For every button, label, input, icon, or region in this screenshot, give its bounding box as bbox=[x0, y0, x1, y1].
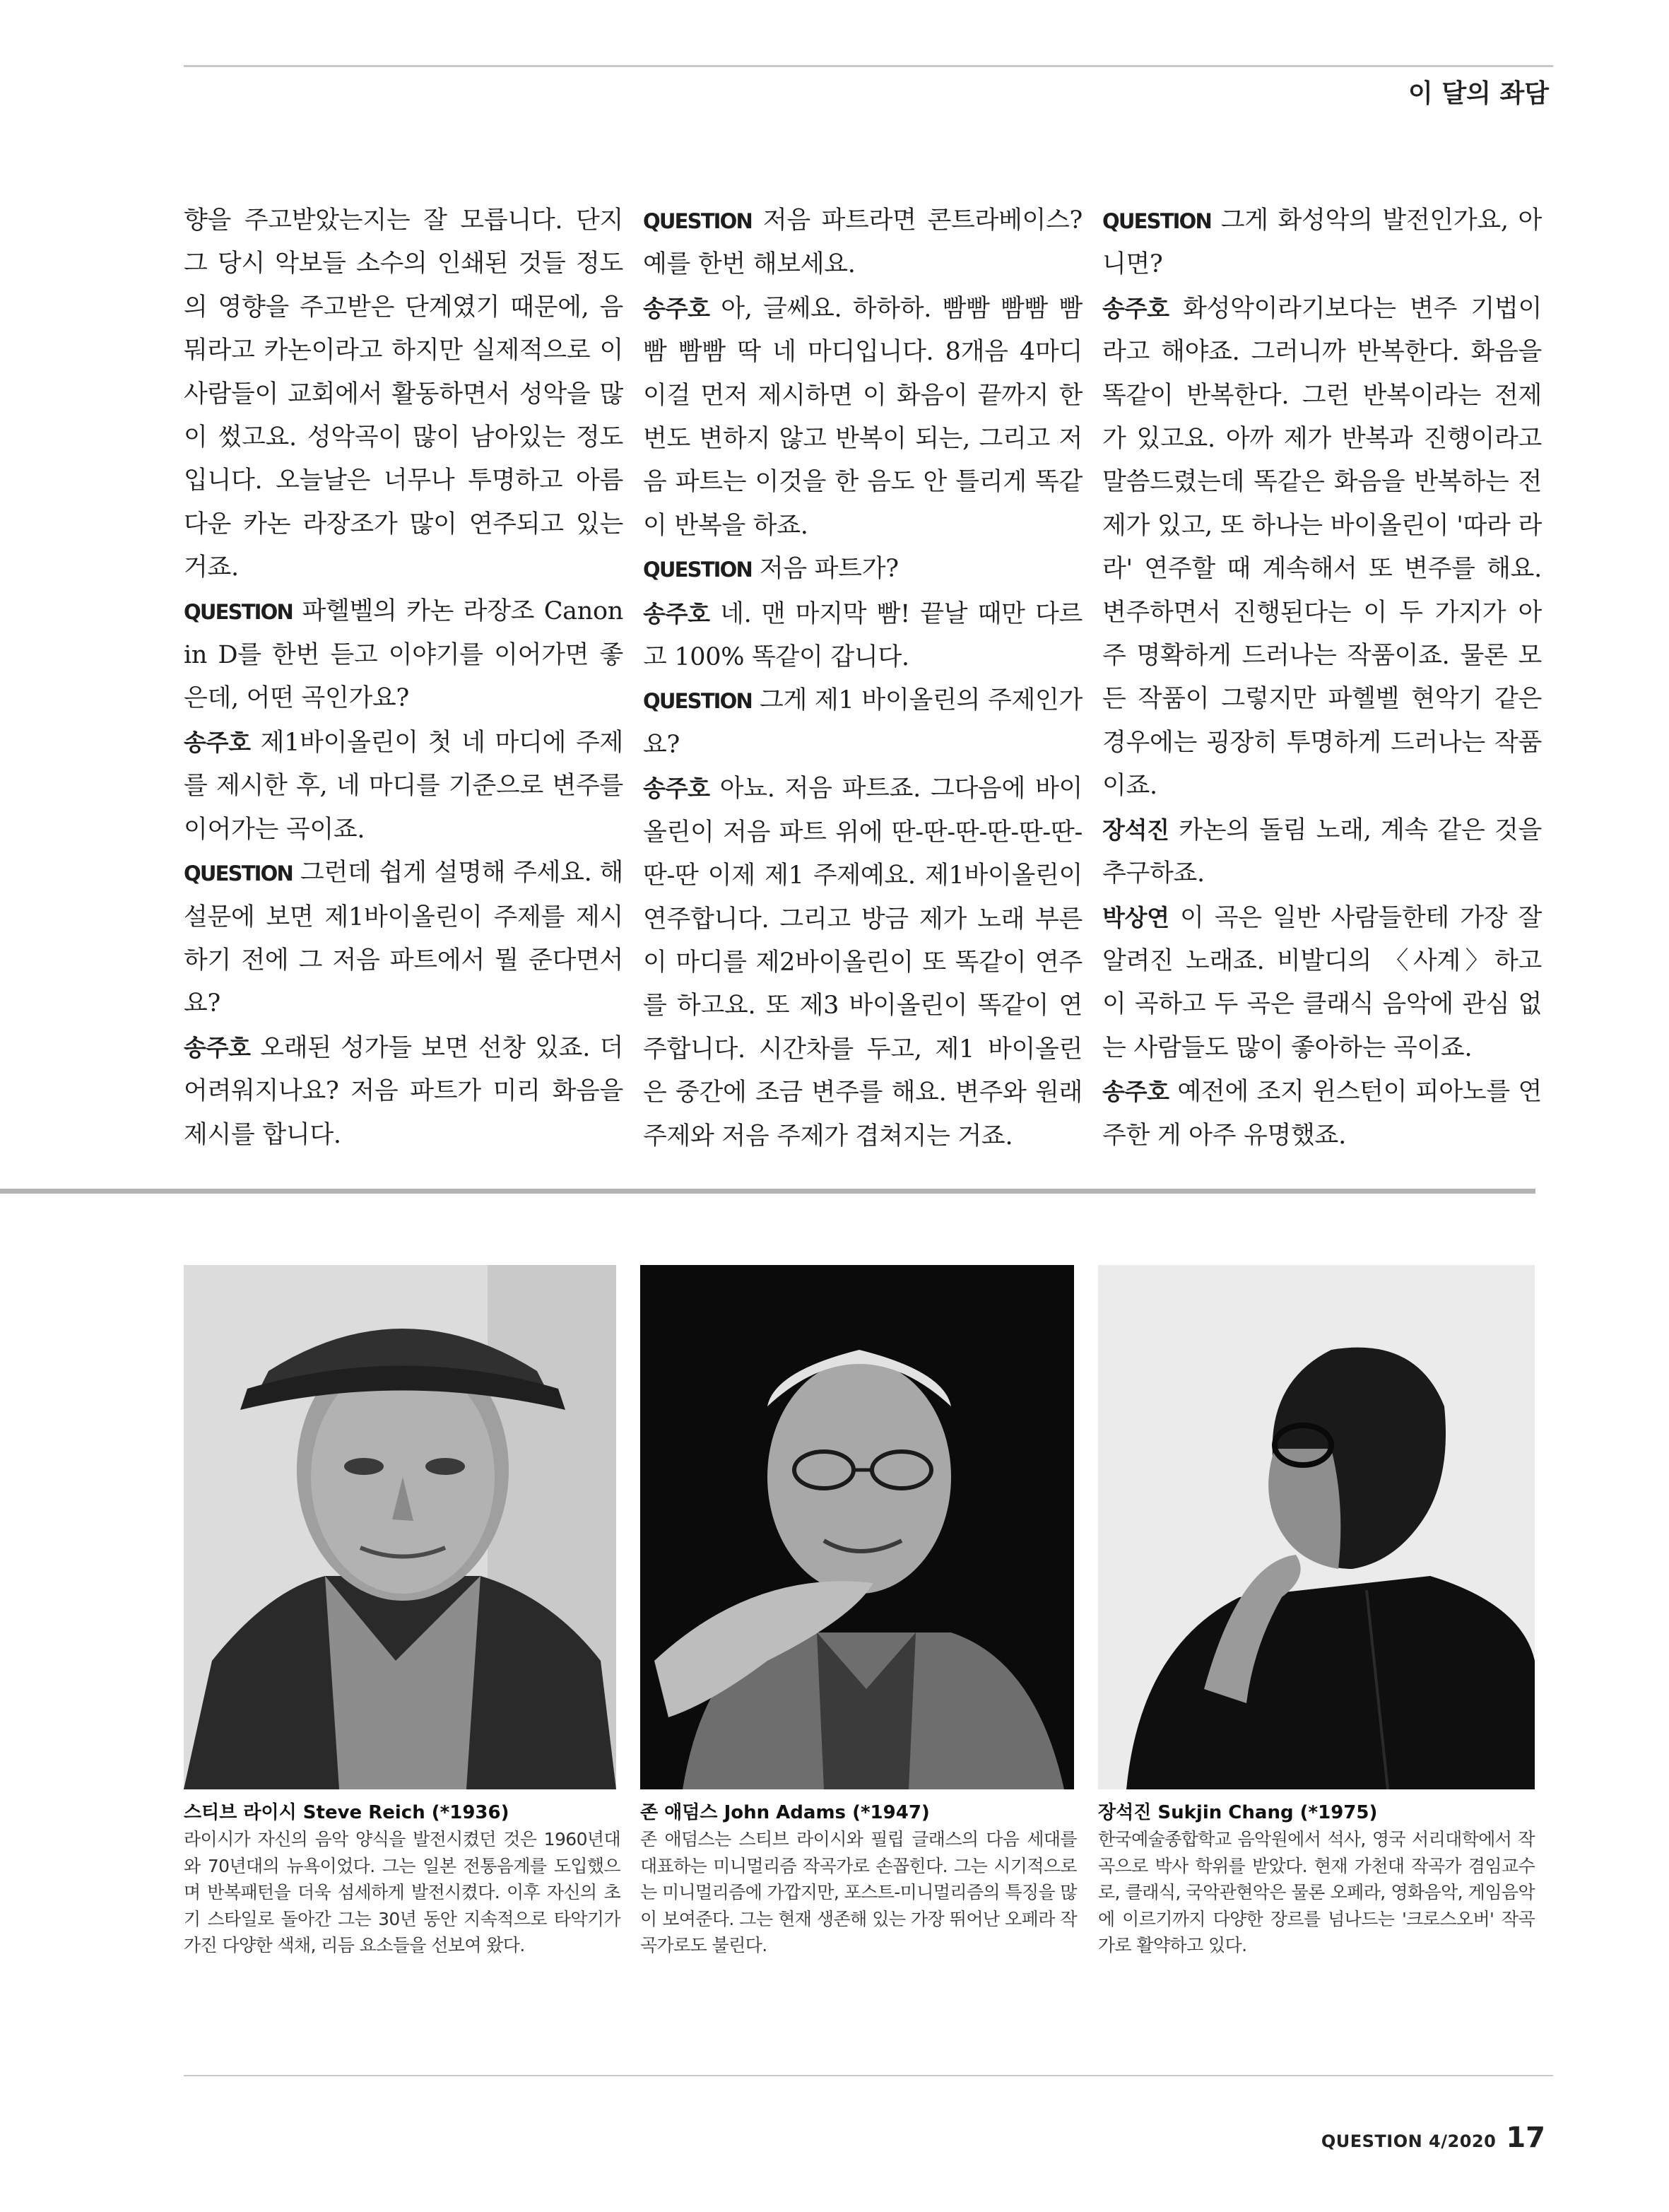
dialogue-paragraph bbox=[184, 199, 623, 590]
dialogue-text: 그런데 쉽게 설명해 주세요. 해설문에 보면 제1바이올린이 주제를 제시하기 전에 그 저음 파트에서 뭘 준다면서요? bbox=[184, 859, 624, 1018]
dialogue-text: 저음 파트가? bbox=[759, 555, 899, 584]
dialogue-text: 오래된 성가들 보면 선창 있죠. 더 어려워지나요? 저음 파트가 미리 화음을 제시를 합니다. bbox=[184, 1033, 623, 1149]
dialogue-paragraph bbox=[643, 199, 1083, 287]
dialogue-text: 아뇨. 저음 파트죠. 그다음에 바이올린이 저음 파트 위에 딴-딴-딴-딴-딴-딴-딴-딴 이제 제1 주제예요. 제1바이올린이 연주합니다. 그리고 방금 제가 노래 부른 이 마디를 제2바이올린이 또 똑같이 연주를 하고요. 또 제3 바이올린이 똑같이 연주합니다. 시간차를 두고, 제1 바이올린은 중간에 조금 변주를 해요. 변주와 원래 주제와 저음 주제가 겹쳐지는 거죠. bbox=[643, 775, 1083, 1151]
speaker-name: 송주호 bbox=[643, 775, 710, 803]
speaker-name: 송주호 bbox=[184, 1033, 251, 1061]
question-label: QUESTION bbox=[643, 689, 752, 714]
caption-text: 라이시가 자신의 음악 양식을 발전시켰던 것은 1960년대와 70년대의 뉴욕이었다. 그는 일본 전통음계를 도입했으며 반복패턴을 더욱 섬세하게 발전시켰다. 이후 자신의 초기 스타일로 돌아간 그는 30년 동안 지속적으로 타악기가 가진 다양한 색채, 리듬 요소들을 선보여 왔다. bbox=[184, 1829, 620, 1955]
photo-john-adams bbox=[640, 1265, 1074, 1789]
caption-text: 존 애덤스는 스티브 라이시와 필립 글래스의 다음 세대를 대표하는 미니멀리즘 작곡가로 손꼽힌다. 그는 시기적으로는 미니멀리즘에 가깝지만, 포스트-미니멀리즘의 특징을 많이 보여준다. 그는 현재 생존해 있는 가장 뛰어난 오페라 작곡가로도 불린다. bbox=[640, 1829, 1077, 1955]
caption-steve-reich bbox=[184, 1799, 620, 1959]
speaker-name: 송주호 bbox=[184, 728, 251, 756]
dialogue-text: 향을 주고받았는지는 잘 모릅니다. 단지 그 당시 악보들 소수의 인쇄된 것들 정도의 영향을 주고받은 단계였기 때문에, 음 뭐라고 카논이라고 하지만 실제적으로 이 사람들이 교회에서 활동하면서 성악을 많이 썼고요. 성악곡이 많이 남아있는 정도입니다. 오늘날은 너무나 투명하고 아름다운 카논 라장조가 많이 연주되고 있는 거죠. bbox=[184, 206, 623, 582]
text-column-2 bbox=[643, 199, 1083, 1158]
text-column-3 bbox=[1102, 199, 1542, 1158]
dialogue-paragraph bbox=[1102, 808, 1542, 896]
dialogue-paragraph bbox=[643, 767, 1083, 1158]
dialogue-paragraph bbox=[1102, 896, 1542, 1071]
dialogue-text: 저음 파트라면 콘트라베이스? 예를 한번 해보세요. bbox=[643, 206, 1083, 279]
dialogue-text: 네. 맨 마지막 빰! 끝날 때만 다르고 100% 똑같이 갑니다. bbox=[643, 599, 1083, 672]
dialogue-paragraph bbox=[643, 548, 1083, 592]
dialogue-text: 파헬벨의 카논 라장조 Canon in D를 한번 듣고 이야기를 이어가면 좋은데, 어떤 곡인가요? bbox=[184, 596, 623, 713]
caption-sukjin-chang bbox=[1098, 1799, 1535, 1959]
issue-label: QUESTION 4/2020 bbox=[1321, 2131, 1497, 2151]
caption-name: 스티브 라이시 Steve Reich (*1936) bbox=[184, 1802, 509, 1823]
dialogue-paragraph bbox=[184, 590, 623, 721]
dialogue-paragraph bbox=[1102, 287, 1542, 808]
caption-name: 존 애덤스 John Adams (*1947) bbox=[640, 1802, 930, 1823]
bottom-rule bbox=[184, 2075, 1553, 2076]
question-label: QUESTION bbox=[643, 558, 752, 582]
dialogue-text: 아, 글쎄요. 하하하. 빰빰 빰빰 빰빰 빰빰 딱 네 마디입니다. 8개음 4마디 이걸 먼저 제시하면 이 화음이 끝까지 한 번도 변하지 않고 반복이 되는, 그리고 저음 파트는 이것을 한 음도 안 틀리게 똑같이 반복을 하죠. bbox=[643, 294, 1083, 540]
page-footer bbox=[1321, 2122, 1545, 2154]
page-number: 17 bbox=[1506, 2122, 1545, 2154]
dialogue-paragraph bbox=[184, 1026, 623, 1157]
caption-text: 한국예술종합학교 음악원에서 석사, 영국 서리대학에서 작곡으로 박사 학위를 받았다. 현재 가천대 작곡가 겸임교수로, 클래식, 국악관현악은 물론 오페라, 영화음악, 게임음악에 이르기까지 다양한 장르를 넘나드는 '크로스오버' 작곡가로 활약하고 있다. bbox=[1098, 1829, 1535, 1955]
portrait-reich-graphic bbox=[184, 1265, 616, 1789]
dialogue-text: 예전에 조지 윈스턴이 피아노를 연주한 게 아주 유명했죠. bbox=[1102, 1078, 1542, 1150]
dialogue-text: 화성악이라기보다는 변주 기법이라고 해야죠. 그러니까 반복한다. 화음을 똑같이 반복한다. 그런 반복이라는 전제가 있고요. 아까 제가 반복과 진행이라고 말씀드렸는데 똑같은 화음을 반복하는 전제가 있고, 또 하나는 바이올린이 '따라 라라' 연주할 때 계속해서 또 변주를 해요. 변주하면서 진행된다는 이 두 가지가 아주 명확하게 드러나는 작품이죠. 물론 모든 작품이 그렇지만 파헬벨 현악기 같은 경우에는 굉장히 투명하게 드러나는 작품이죠. bbox=[1102, 294, 1542, 801]
section-title: 이 달의 좌담 bbox=[1408, 79, 1549, 108]
caption-john-adams bbox=[640, 1799, 1077, 1959]
photo-sukjin-chang bbox=[1098, 1265, 1535, 1789]
caption-name: 장석진 Sukjin Chang (*1975) bbox=[1098, 1802, 1378, 1823]
speaker-name: 박상연 bbox=[1102, 903, 1169, 931]
top-rule bbox=[184, 65, 1553, 67]
dialogue-paragraph bbox=[1102, 1070, 1542, 1158]
dialogue-paragraph bbox=[643, 679, 1083, 767]
speaker-name: 송주호 bbox=[643, 294, 710, 322]
dialogue-paragraph bbox=[1102, 199, 1542, 287]
question-label: QUESTION bbox=[184, 599, 293, 624]
dialogue-text: 이 곡은 일반 사람들한테 가장 잘 알려진 노래죠. 비발디의 〈사계〉하고 이 곡하고 두 곡은 클래식 음악에 관심 없는 사람들도 많이 좋아하는 곡이죠. bbox=[1102, 903, 1543, 1062]
question-label: QUESTION bbox=[643, 209, 752, 233]
portrait-adams-graphic bbox=[640, 1265, 1074, 1789]
dialogue-text: 제1바이올린이 첫 네 마디에 주제를 제시한 후, 네 마디를 기준으로 변주를 이어가는 곡이죠. bbox=[184, 728, 623, 844]
dialogue-text: 그게 화성악의 발전인가요, 아니면? bbox=[1102, 206, 1542, 279]
speaker-name: 송주호 bbox=[643, 599, 710, 628]
portrait-chang-graphic bbox=[1098, 1265, 1535, 1789]
speaker-name: 송주호 bbox=[1102, 294, 1169, 322]
dialogue-text: 카논의 돌림 노래, 계속 같은 것을 추구하죠. bbox=[1102, 816, 1542, 888]
speaker-name: 송주호 bbox=[1102, 1078, 1169, 1106]
speaker-name: 장석진 bbox=[1102, 816, 1169, 844]
text-column-1 bbox=[184, 199, 623, 1157]
dialogue-paragraph bbox=[643, 287, 1083, 548]
dialogue-paragraph bbox=[643, 592, 1083, 680]
question-label: QUESTION bbox=[1102, 209, 1211, 233]
dialogue-text: 그게 제1 바이올린의 주제인가요? bbox=[643, 686, 1083, 759]
question-label: QUESTION bbox=[184, 861, 293, 886]
dialogue-paragraph bbox=[184, 852, 623, 1026]
section-divider bbox=[0, 1189, 1535, 1194]
photo-steve-reich bbox=[184, 1265, 616, 1789]
dialogue-paragraph bbox=[184, 721, 623, 852]
